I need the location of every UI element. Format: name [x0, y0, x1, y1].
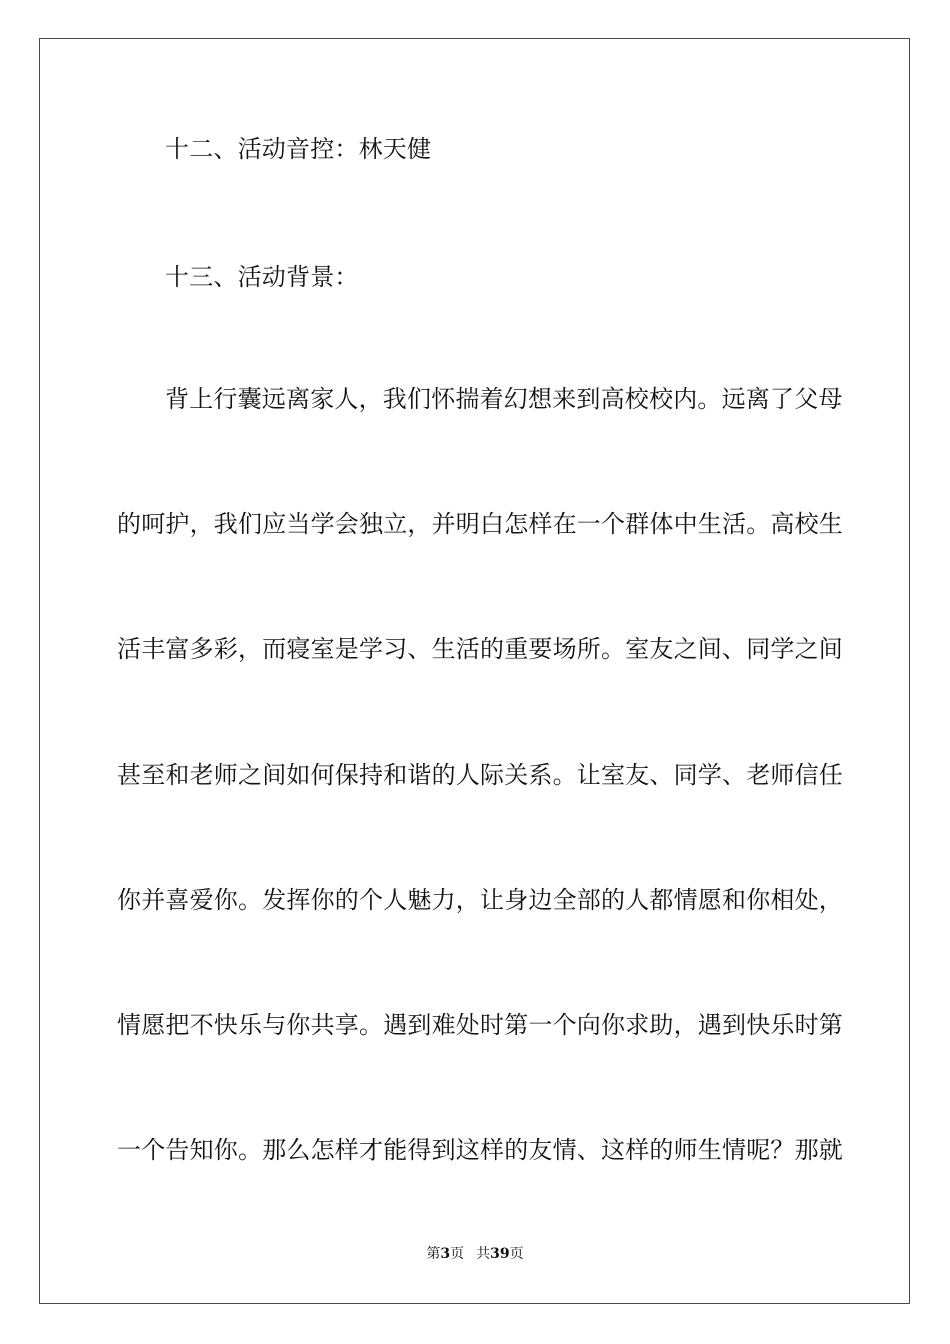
total-label-suffix: 页 [509, 1246, 524, 1262]
page-label-suffix: 页 [450, 1246, 465, 1262]
page-label-prefix: 第 [426, 1246, 441, 1262]
paragraph-line-6: 情愿把不快乐与你共享。遇到难处时第一个向你求助，遇到快乐时第 [117, 1011, 843, 1039]
paragraph-line-1: 背上行囊远离家人，我们怀揣着幻想来到高校校内。远离了父母 [165, 385, 843, 413]
page-border [39, 38, 910, 1304]
heading-section-13: 十三、活动背景： [165, 263, 359, 291]
paragraph-line-3: 活丰富多彩，而寝室是学习、生活的重要场所。室友之间、同学之间 [117, 635, 843, 663]
heading-section-12: 十二、活动音控：林天健 [165, 135, 432, 163]
page-footer [0, 1245, 950, 1263]
paragraph-line-2: 的呵护，我们应当学会独立，并明白怎样在一个群体中生活。高校生 [117, 510, 843, 538]
paragraph-line-7: 一个告知你。那么怎样才能得到这样的友情、这样的师生情呢？那就 [117, 1136, 843, 1164]
current-page-number: 3 [440, 1246, 451, 1262]
paragraph-line-5: 你并喜爱你。发挥你的个人魅力，让身边全部的人都情愿和你相处， [117, 886, 843, 914]
total-page-count: 39 [490, 1246, 510, 1262]
total-label-prefix: 共 [476, 1246, 491, 1262]
paragraph-line-4: 甚至和老师之间如何保持和谐的人际关系。让室友、同学、老师信任 [117, 761, 843, 789]
